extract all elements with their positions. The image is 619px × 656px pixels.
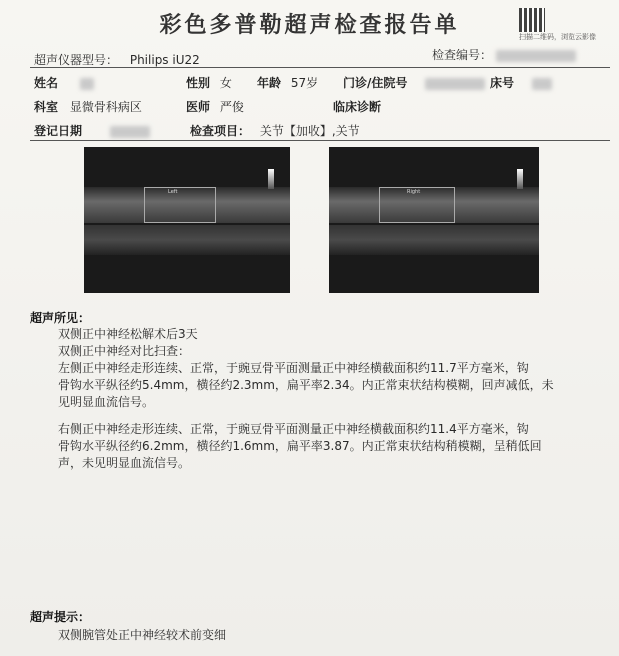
image-header xyxy=(84,147,290,163)
name-redacted xyxy=(80,78,94,90)
report-title: 彩色多普勒超声检查报告单 xyxy=(159,12,460,38)
device-label: 超声仪器型号： xyxy=(34,53,119,67)
dept-label: 科室 xyxy=(34,100,59,114)
exam-no-redacted xyxy=(496,50,576,62)
tissue-band xyxy=(84,225,290,255)
age-field xyxy=(257,74,318,91)
items-field xyxy=(190,122,360,139)
dept-value: 显微骨科病区 xyxy=(69,100,142,114)
date-field xyxy=(34,122,150,139)
bed-field xyxy=(490,74,552,91)
gender-value: 女 xyxy=(219,76,232,90)
findings-line: 骨钩水平纵径约5.4mm，横径约2.3mm，扁平率2.34。内正常束状结构模糊，回声减低，未 xyxy=(58,378,554,392)
items-value: 关节【加收】,关节 xyxy=(259,124,360,138)
conclusion-text: 双侧腕管处正中神经较术前变细 xyxy=(58,628,227,642)
findings-line: 见明显血流信号。 xyxy=(58,395,155,409)
dept-field xyxy=(34,98,142,115)
age-label: 年龄 xyxy=(257,76,282,90)
findings-line: 左侧正中神经走形连续、正常，于豌豆骨平面测量正中神经横截面积约11.7平方毫米，钩 xyxy=(58,361,529,375)
name-label: 姓名 xyxy=(34,76,59,90)
tissue-band xyxy=(329,225,539,255)
qr-caption: 扫描二维码，浏览云影像 xyxy=(519,33,596,41)
bed-label: 床号 xyxy=(490,76,515,90)
age-value: 57岁 xyxy=(290,76,319,90)
date-redacted xyxy=(110,126,150,138)
findings-line: 右侧正中神经走形连续、正常，于豌豆骨平面测量正中神经横截面积约11.4平方毫米，钩 xyxy=(58,422,529,436)
visit-redacted xyxy=(425,78,485,90)
gender-field xyxy=(186,74,232,91)
diag-label: 临床诊断 xyxy=(333,100,382,114)
gender-label: 性别 xyxy=(186,76,211,90)
exam-no-row xyxy=(432,46,576,63)
side-label: Left xyxy=(168,189,178,195)
gray-scale-bar xyxy=(517,169,523,189)
items-label: 检查项目： xyxy=(190,124,251,138)
findings-heading: 超声所见： xyxy=(30,311,91,325)
findings-line: 声，未见明显血流信号。 xyxy=(58,456,191,470)
ultrasound-image-right[interactable] xyxy=(329,147,539,293)
gray-scale-bar xyxy=(268,169,274,189)
findings-line: 骨钩水平纵径约6.2mm，横径约1.6mm，扁平率3.87。内正常束状结构稍模糊，呈稍低回 xyxy=(58,439,542,453)
doctor-field xyxy=(186,98,244,115)
doctor-value: 严俊 xyxy=(219,100,244,114)
measurement-box xyxy=(144,187,216,223)
findings-line: 双侧正中神经松解术后3天 xyxy=(58,327,198,341)
diag-field xyxy=(333,98,381,115)
visit-field xyxy=(343,74,485,91)
device-value: Philips iU22 xyxy=(129,53,200,67)
name-row xyxy=(34,74,94,91)
findings-line: 双侧正中神经对比扫查： xyxy=(58,344,191,358)
doctor-label: 医师 xyxy=(186,100,211,114)
bed-redacted xyxy=(532,78,552,90)
divider xyxy=(30,140,610,141)
visit-label: 门诊/住院号 xyxy=(343,76,408,90)
image-header xyxy=(329,147,539,163)
divider xyxy=(30,67,610,68)
date-label: 登记日期 xyxy=(34,124,83,138)
ultrasound-image-left[interactable] xyxy=(84,147,290,293)
device-row xyxy=(34,51,200,68)
conclusion-heading: 超声提示： xyxy=(30,610,91,624)
exam-no-label: 检查编号： xyxy=(432,48,493,62)
side-label: Right xyxy=(407,189,421,195)
qr-code-icon[interactable] xyxy=(519,8,545,32)
